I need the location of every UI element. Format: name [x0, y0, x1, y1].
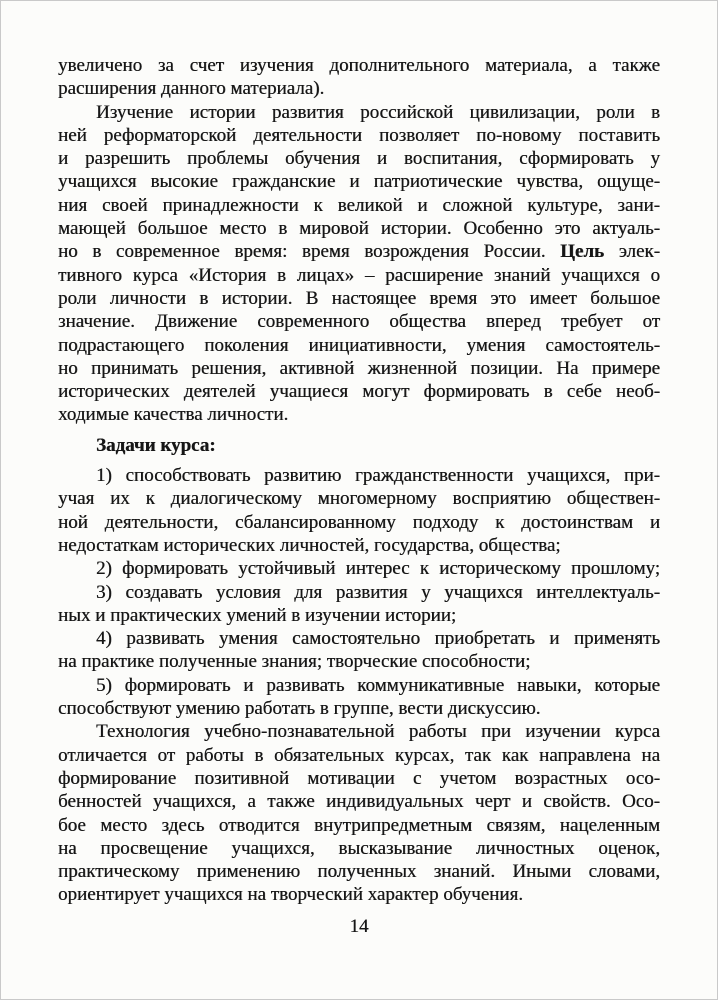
text-line: мающей большое место в мировой истории. Особенно это актуаль-	[58, 218, 660, 240]
text-line: значение. Движение современного общества вперед требует от	[58, 311, 660, 333]
text-line: ния своей принадлежности к великой и сложной культуре, зани-	[58, 194, 660, 216]
text-line: расширения данного материала).	[58, 78, 325, 100]
task-item-5	[58, 674, 660, 721]
text-line: ной деятельности, сбалансированному подходу к достоинствам и	[58, 511, 660, 533]
text-line: бое место здесь отводится внутрипредметным связям, нацеленным	[58, 814, 660, 836]
task-item-1	[58, 464, 660, 557]
goal-bold-term: Цель	[560, 241, 605, 263]
text-line: ней реформаторской деятельности позволяет по-новому поставить	[58, 124, 660, 146]
text-line: отличается от работы в обязательных курсах, так как направлена на	[58, 744, 660, 766]
text-line: формирование позитивной мотивации с учетом возрастных осо-	[58, 767, 660, 789]
goal-post-text: элек-	[604, 241, 660, 263]
text-line: роли личности в истории. В настоящее время это имеет большое	[58, 287, 660, 309]
text-line: учая их к диалогическому многомерному восприятию обществен-	[58, 488, 660, 510]
text-line: Технология учебно-познавательной работы при изучении курса	[96, 721, 660, 743]
text-line: ных и практических умений в изучении истории;	[58, 604, 457, 626]
task-item-2	[58, 557, 660, 580]
text-line: Изучение истории развития российской цивилизации, роли в	[96, 101, 660, 123]
text-line: увеличено за счет изучения дополнительного материала, а также	[58, 55, 660, 76]
goal-pre-text: но в современное время: время возрождения России.	[58, 241, 561, 263]
tasks-heading: Задачи курса:	[96, 434, 216, 456]
text-line: 5) формировать и развивать коммуникативные навыки, которые	[96, 674, 660, 696]
text-line: учащихся высокие гражданские и патриотические чувства, ощуще-	[58, 171, 660, 193]
text-line: на просвещение учащихся, высказывание личностных оценок,	[58, 837, 660, 859]
text-line: на практике полученные знания; творческие способности;	[58, 651, 531, 673]
text-line: недостаткам исторических личностей, государства, общества;	[58, 534, 561, 556]
text-line: подрастающего поколения инициативности, умения самостоятель-	[58, 334, 660, 356]
paragraph-course-rationale	[58, 101, 660, 427]
text-line: 4) развивать умения самостоятельно приобретать и применять	[96, 628, 660, 650]
text-line: тивного курса «История в лицах» – расширение знаний учащихся о	[58, 264, 660, 286]
text-line: практическому применению полученных знаний. Иными словами,	[58, 861, 660, 883]
paragraph-intro-continuation	[58, 54, 660, 101]
text-line: и разрешить проблемы обучения и воспитания, сформировать у	[58, 148, 660, 170]
text-line: способствуют умению работать в группе, вести дискуссию.	[58, 698, 541, 720]
text-line: 1) способствовать развитию гражданственности учащихся, при-	[96, 465, 660, 487]
task-item-3	[58, 581, 660, 628]
text-line: бенностей учащихся, а также индивидуальных черт и свойств. Осо-	[58, 791, 660, 813]
page-number: 14	[349, 916, 369, 937]
text-line: 3) создавать условия для развития у учащихся интеллектуаль-	[96, 581, 660, 603]
task-item-4	[58, 627, 660, 674]
text-line: но принимать решения, активной жизненной позиции. На примере	[58, 357, 660, 379]
text-line: 2) формировать устойчивый интерес к историческому прошлому;	[96, 558, 660, 580]
text-line: ходимые качества личности.	[58, 404, 289, 426]
text-line: ориентирует учащихся на творческий характер обучения.	[58, 884, 523, 906]
paragraph-technology	[58, 720, 660, 906]
text-line-with-goal-term	[58, 240, 660, 263]
text-line: исторических деятелей учащиеся могут формировать в себе необ-	[58, 381, 660, 403]
